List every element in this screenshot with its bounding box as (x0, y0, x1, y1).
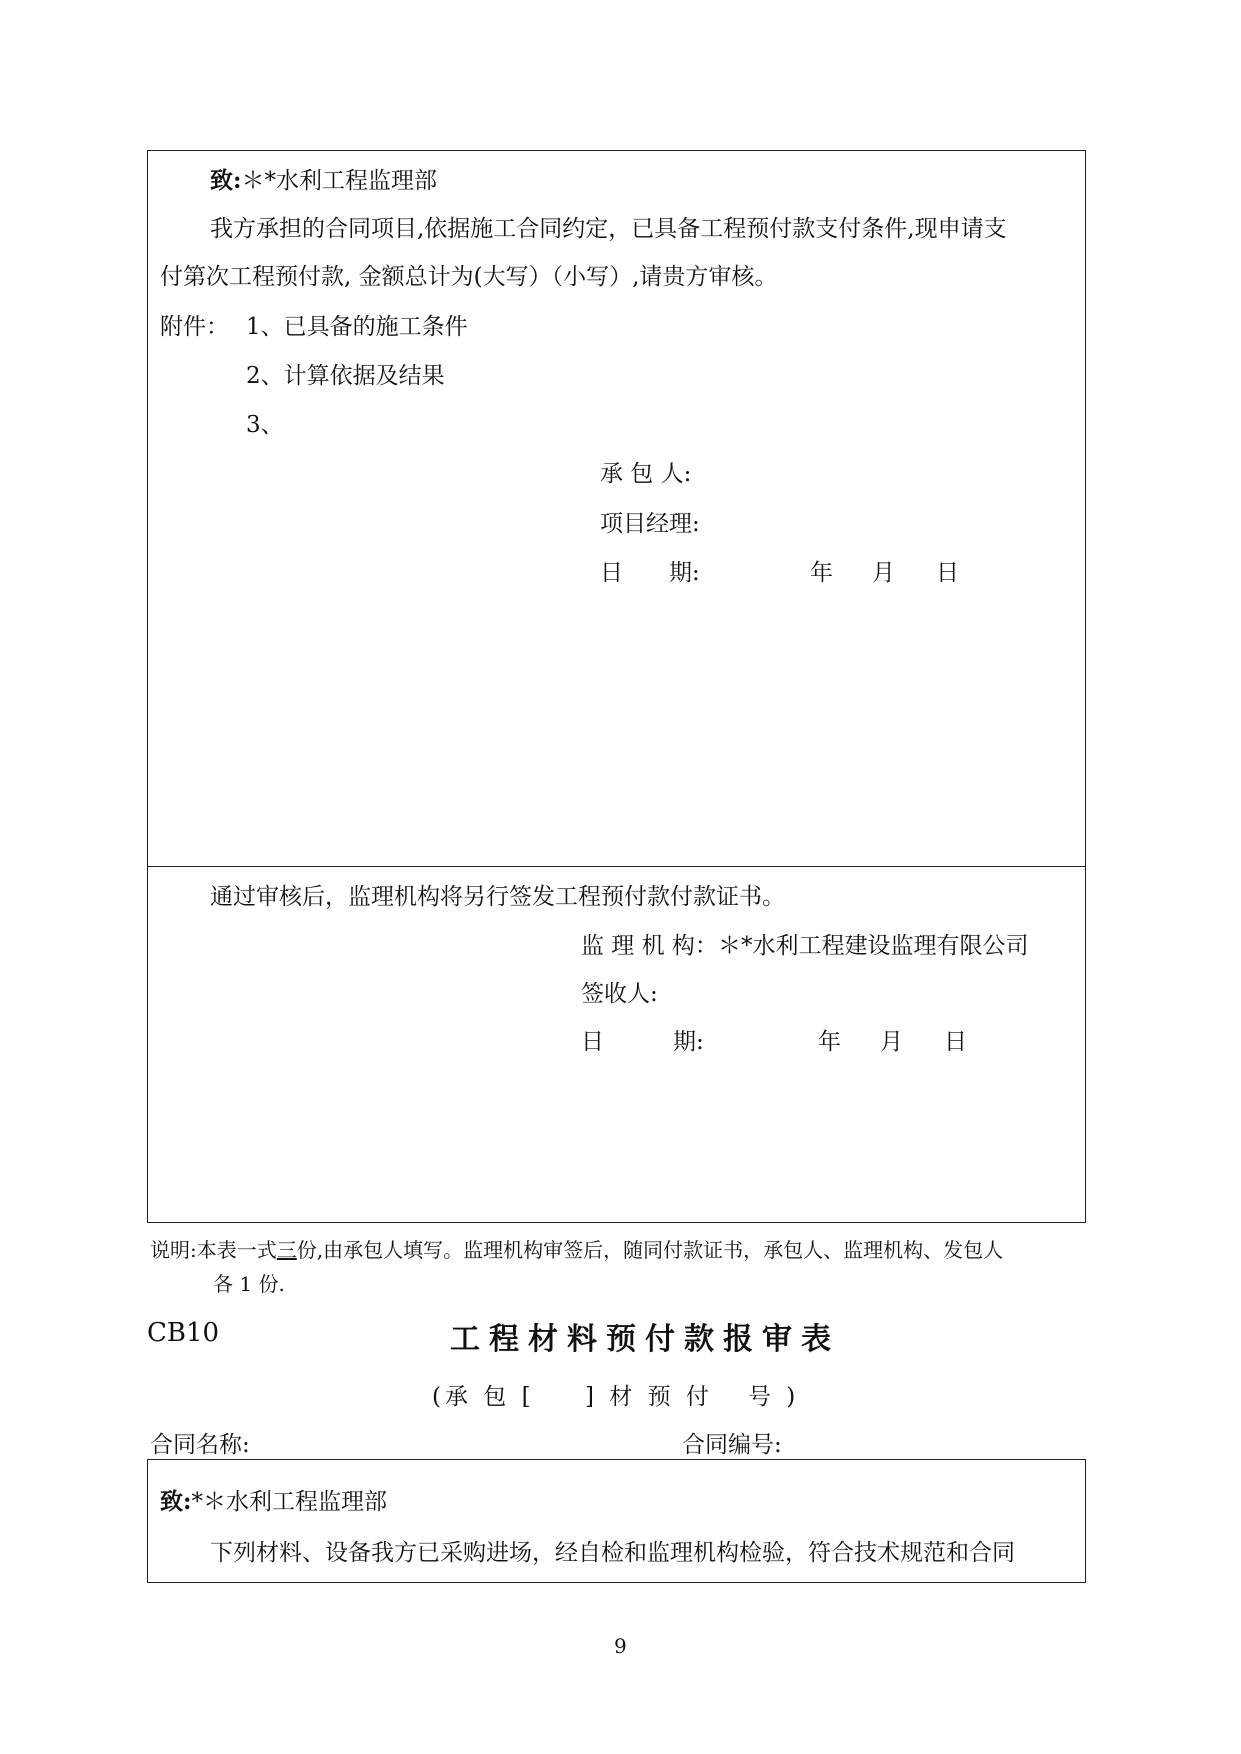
receiver-label: 签收人: (581, 981, 658, 1007)
contract-name-label: 合同名称: (150, 1432, 250, 1458)
supervision-org-label: 监 理 机 构： (581, 933, 718, 959)
contract-number-label: 合同编号: (682, 1432, 782, 1458)
note-line1 (150, 1234, 1003, 1263)
note-line2: 各 1 份. (213, 1272, 285, 1296)
review-statement: 通过审核后，监理机构将另行签发工程预付款付款证书。 (210, 884, 785, 910)
form2-addressee-line (160, 1483, 387, 1516)
addressee-line (210, 162, 437, 195)
date-label: 日 期: (600, 560, 700, 586)
supervision-org-line (581, 927, 1028, 960)
request-paragraph-line2: 付第次工程预付款, 金额总计为(大写）（小写）,请贵方审核。 (160, 264, 778, 290)
review-date-month: 月 (880, 1029, 903, 1055)
form2-addressee-name: *＊水利工程监理部 (191, 1489, 387, 1515)
addressee-label: 致: (210, 167, 242, 194)
project-manager-label: 项目经理: (600, 511, 700, 537)
review-date-year: 年 (818, 1029, 841, 1055)
date-year: 年 (810, 560, 833, 586)
note-rest: 份,由承包人填写。监理机构审签后，随同付款证书，承包人、监理机构、发包人 (296, 1238, 1004, 1262)
contractor-label: 承 包 人: (600, 461, 692, 487)
form-title: 工程材料预付款报审表 (450, 1322, 840, 1357)
review-date-label: 日 期: (581, 1029, 704, 1055)
date-month: 月 (872, 560, 895, 586)
form-subtitle-part-b: ] 材 预 付 (585, 1384, 713, 1410)
form2-addressee-label: 致: (160, 1488, 192, 1515)
form-subtitle-part-c: 号 ) (748, 1384, 800, 1410)
note-copies: 三 (276, 1238, 297, 1262)
review-date-day: 日 (944, 1029, 967, 1055)
attachment-item: 1、已具备的施工条件 (246, 314, 468, 340)
addressee-name: ＊*水利工程监理部 (241, 168, 437, 194)
request-paragraph-line1: 我方承担的合同项目,依据施工合同约定，已具备工程预付款支付条件,现申请支 (210, 216, 1007, 242)
supervision-org-name: ＊*水利工程建设监理有限公司 (717, 933, 1029, 959)
page-number: 9 (614, 1634, 627, 1658)
form2-paragraph-line1: 下列材料、设备我方已采购进场，经自检和监理机构检验，符合技术规范和合同 (210, 1540, 1015, 1566)
form-subtitle-part-a: (承 包 [ (432, 1384, 535, 1410)
date-day: 日 (936, 560, 959, 586)
form-code: CB10 (147, 1318, 220, 1348)
note-prefix: 说明:本表一式 (150, 1238, 277, 1262)
attachment-item: 2、计算依据及结果 (246, 363, 445, 389)
section-divider (147, 866, 1086, 867)
attachments-label: 附件： (160, 314, 229, 340)
attachment-item: 3、 (246, 412, 284, 438)
